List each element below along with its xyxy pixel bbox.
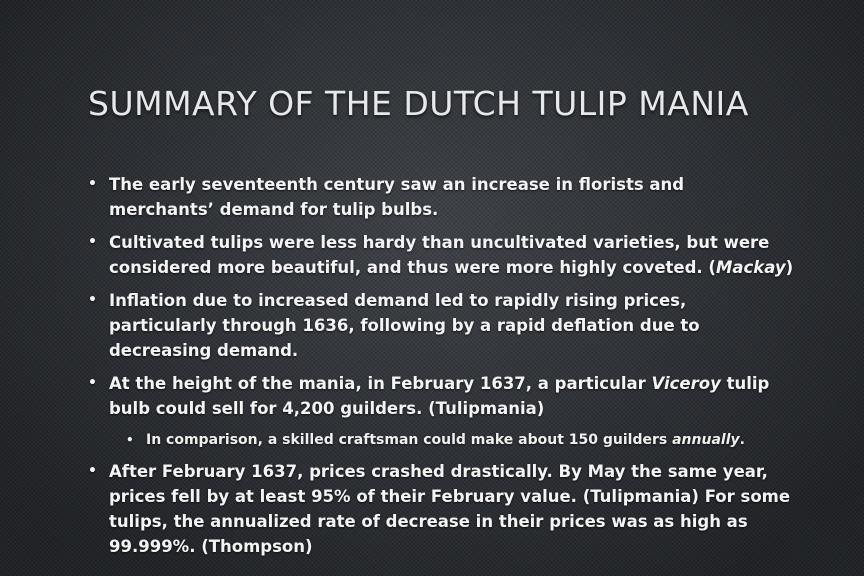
bullet-italic-text: Viceroy (651, 374, 721, 393)
bullet-text: Cultivated tulips were less hardy than uncultivated varieties, but were considered more beautiful, and thus were more highly coveted. ( (109, 233, 770, 277)
bullet-item (84, 288, 794, 363)
bullet-text: The early seventeenth century saw an increase in florists and merchants’ demand for tulip bulbs. (109, 175, 685, 219)
sub-bullet-icon: • (126, 433, 134, 447)
bullet-text-after: ) (785, 258, 794, 277)
bullet-icon: • (88, 234, 97, 250)
bullet-text-after: tulip bulb could sell for 4,200 guilders. (Tulipmania) (109, 374, 770, 418)
sub-bullet-italic-text: annually (672, 432, 740, 448)
bullet-list (84, 172, 794, 567)
bullet-text: Inflation due to increased demand led to rapidly rising prices, particularly through 1636, following by a rapid deflation due to decreasing demand. (109, 291, 700, 360)
bullet-italic-text: Mackay (715, 258, 786, 277)
bullet-text: After February 1637, prices crashed drastically. By May the same year, prices fell by at least 95% of their February value. (Tulipmania) For some tulips, the annualized rate of decrease in their prices was as high as 99.999%. (Thompson) (109, 462, 791, 556)
bullet-icon: • (88, 176, 97, 192)
slide-title: SUMMARY OF THE DUTCH TULIP MANIA (88, 84, 749, 123)
bullet-item (84, 172, 794, 222)
bullet-item (84, 230, 794, 280)
sub-bullet-text-after: . (739, 432, 745, 448)
bullet-icon: • (88, 292, 97, 308)
bullet-icon: • (88, 375, 97, 391)
bullet-item (84, 459, 794, 559)
bullet-text: At the height of the mania, in February 1637, a particular (109, 374, 652, 393)
sub-bullet-item (84, 429, 794, 451)
bullet-icon: • (88, 463, 97, 479)
bullet-item (84, 371, 794, 421)
sub-bullet-text: In comparison, a skilled craftsman could make about 150 guilders (146, 432, 673, 448)
